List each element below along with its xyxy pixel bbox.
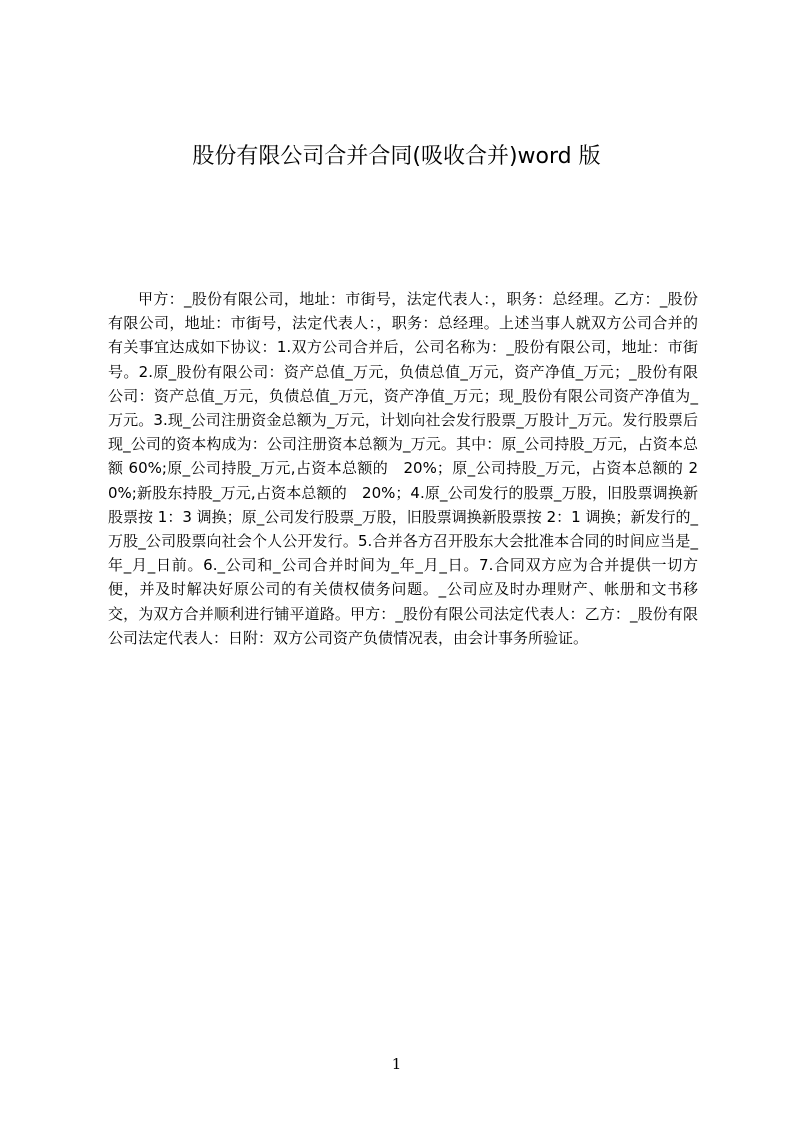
page-number: 1 <box>391 1055 402 1073</box>
document-title: 股份有限公司合并合同(吸收合并)word 版 <box>192 144 601 169</box>
document-body-paragraph: 甲方：_股份有限公司，地址：市街号，法定代表人：，职务：总经理。乙方：_股份有限公司，地址：市街号，法定代表人：，职务：总经理。上述当事人就双方公司合并的有关事宜达成如下协议：1.双方公司合并后，公司名称为：_股份有限公司，地址：市街号。2.原_股份有限公司：资产总值_万元，负债总值_万元，资产净值_万元；_股份有限公司：资产总值_万元，负债总值_万元，资产净值_万元；现_股份有限公司资产净值为_万元。3.现_公司注册资金总额为_万元，计划向社会发行股票_万股计_万元。发行股票后现_公司的资本构成为：公司注册资本总额为_万元。其中：原_公司持股_万元，占资本总额 60%;原_公司持股_万元,占资本总额的 20%；原_公司持股_万元，占资本总额的 20%;新股东持股_万元,占资本总额的 20%；4.原_公司发行的股票_万股，旧股票调换新股票按 1：3 调换；原_公司发行股票_万股，旧股票调换新股票按 2：1 调换；新发行的_万股_公司股票向社会个人公开发行。5.合并各方召开股东大会批准本合同的时间应当是_年_月_日前。6._公司和_公司合并时间为_年_月_日。7.合同双方应为合并提供一切方便，并及时解决好原公司的有关债权债务问题。_公司应及时办理财产、帐册和文书移交，为双方合并顺利进行铺平道路。甲方：_股份有限公司法定代表人：乙方：_股份有限公司法定代表人：日附：双方公司资产负债情况表，由会计事务所验证。 <box>108 290 698 647</box>
